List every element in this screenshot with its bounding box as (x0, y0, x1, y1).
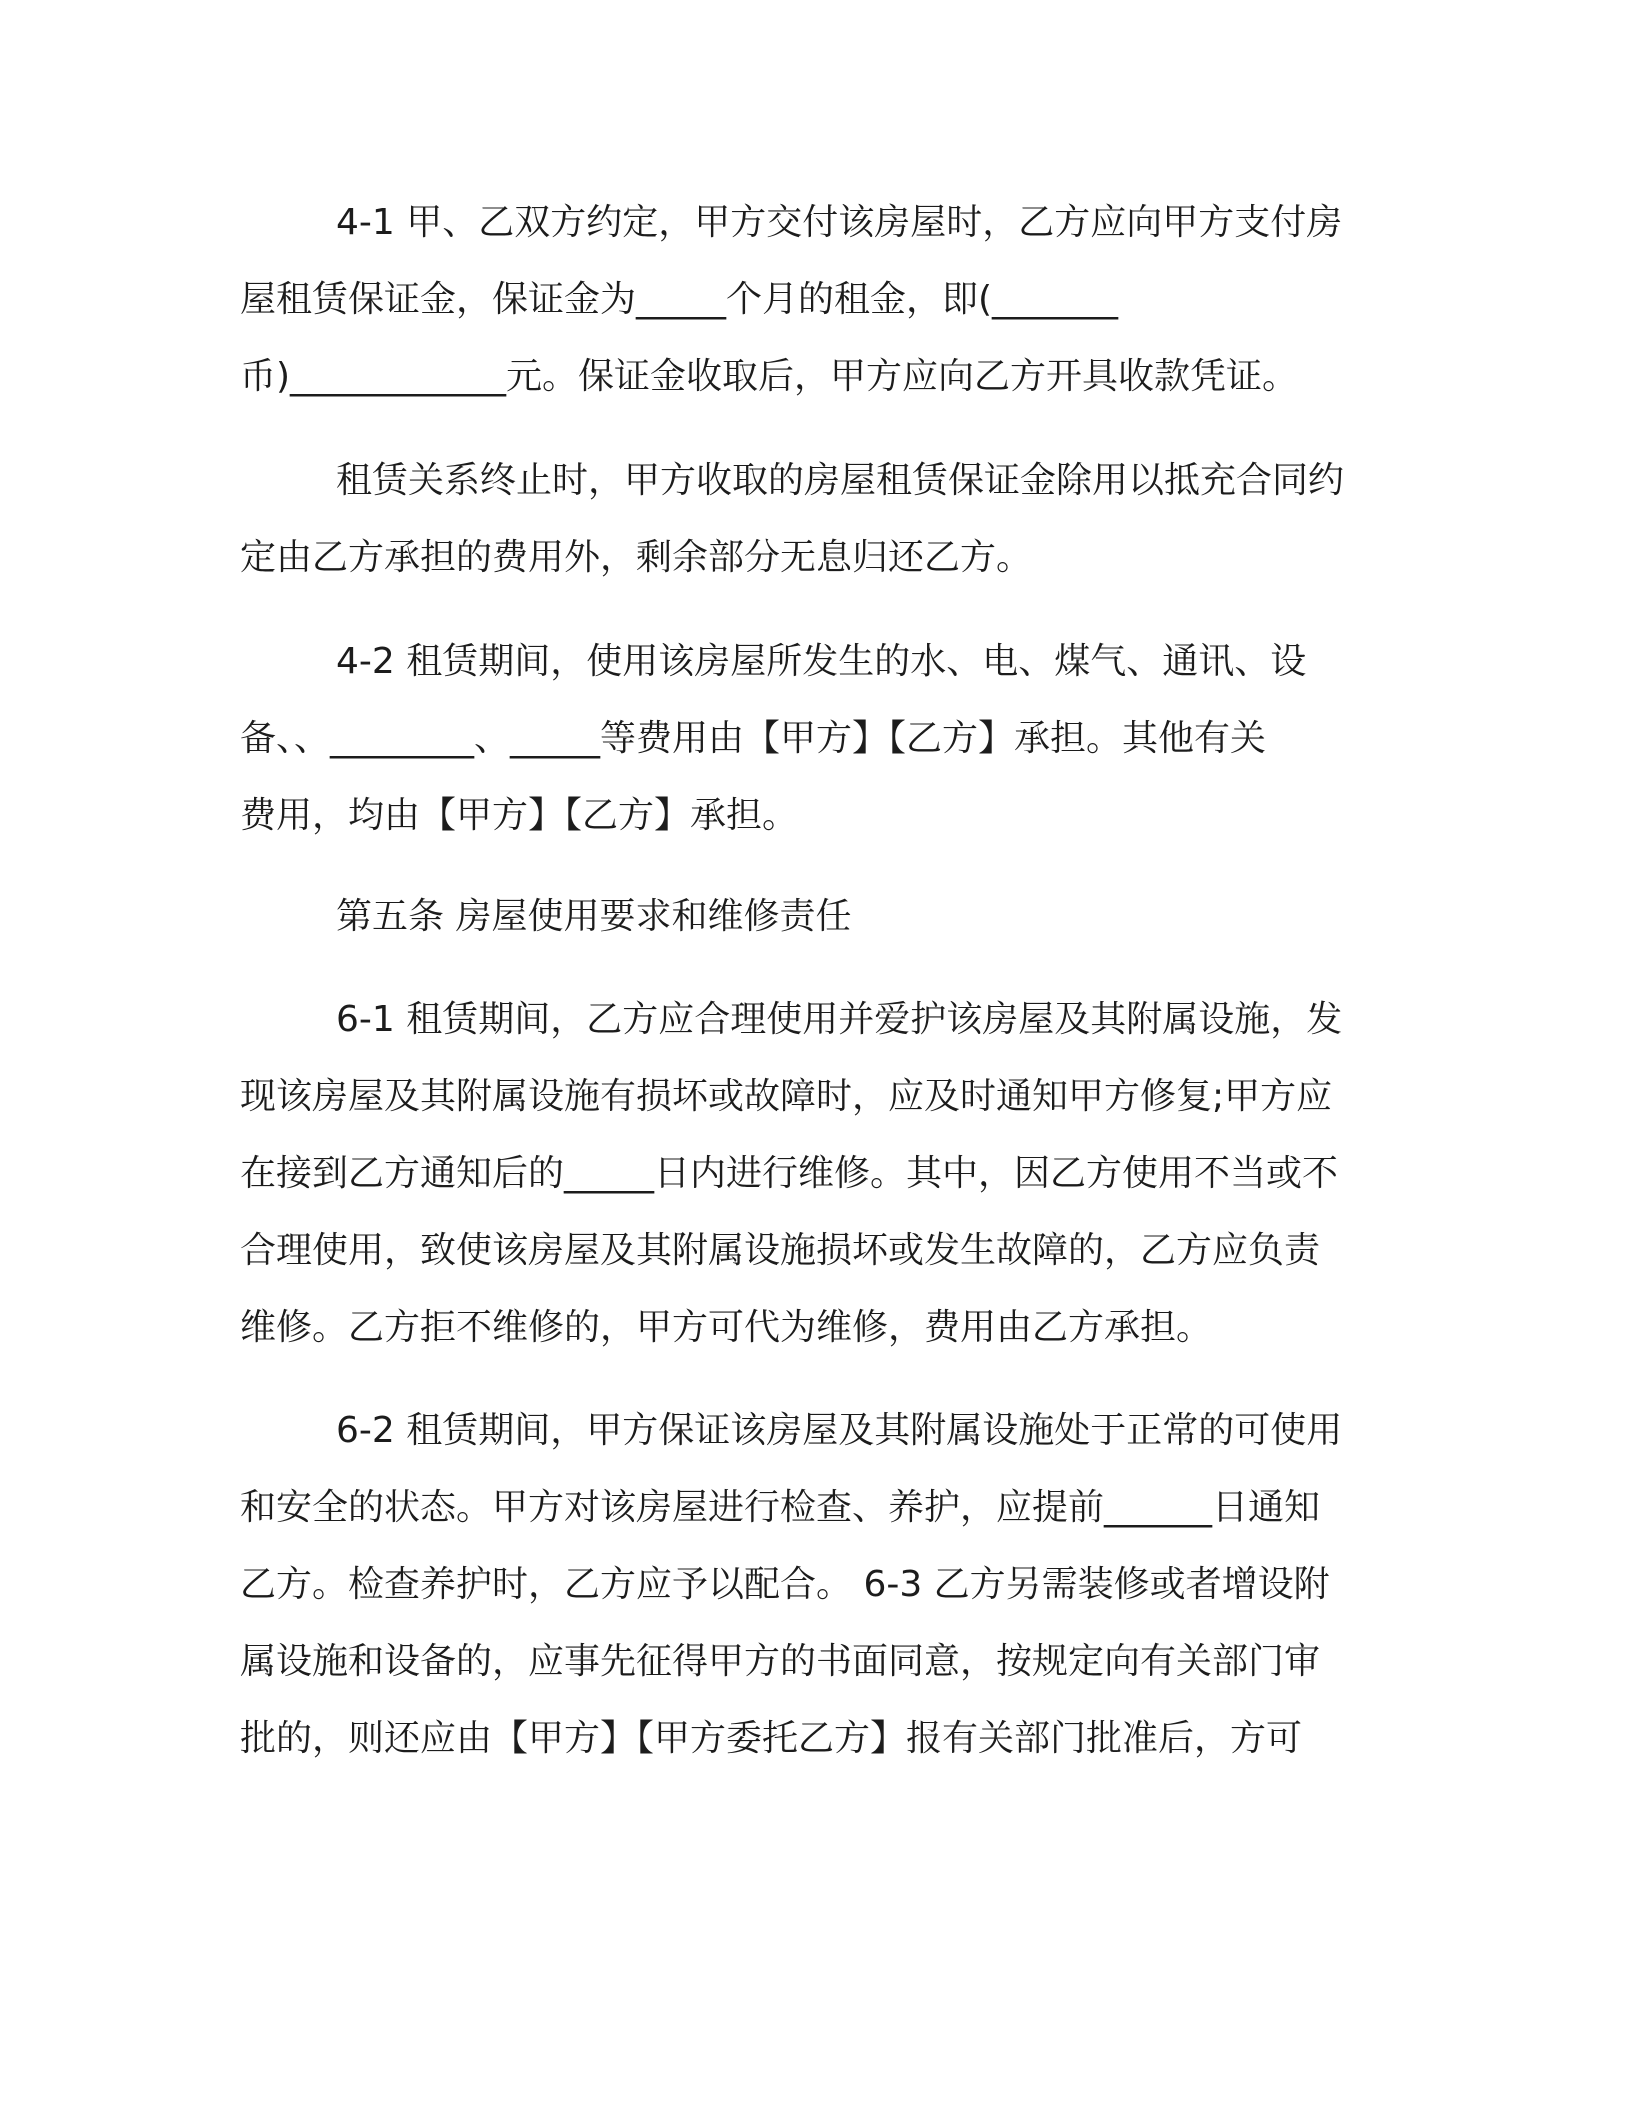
text-line: 定由乙方承担的费用外，剩余部分无息归还乙方。 (240, 537, 1033, 578)
text-line: 备、、________、_____等费用由【甲方】【乙方】承担。其他有关 (240, 718, 1267, 759)
text-line: 4-1 甲、乙双方约定，甲方交付该房屋时，乙方应向甲方支付房 (336, 202, 1343, 243)
text-line: 屋租赁保证金，保证金为_____个月的租金，即(_______ (240, 279, 1119, 320)
text-line: 维修。乙方拒不维修的，甲方可代为维修，费用由乙方承担。 (240, 1307, 1213, 1348)
text-line: 租赁关系终止时，甲方收取的房屋租赁保证金除用以抵充合同约 (336, 460, 1345, 501)
paragraph-6-2 (240, 1392, 1400, 1777)
text-line: 第五条 房屋使用要求和维修责任 (336, 896, 852, 937)
text-line: 和安全的状态。甲方对该房屋进行检查、养护，应提前______日通知 (240, 1487, 1321, 1528)
article-5-heading (240, 878, 1400, 955)
text-line: 合理使用，致使该房屋及其附属设施损坏或发生故障的，乙方应负责 (240, 1230, 1321, 1271)
paragraph-4-1 (240, 184, 1400, 415)
text-line: 现该房屋及其附属设施有损坏或故障时，应及时通知甲方修复;甲方应 (240, 1076, 1333, 1117)
text-line: 币)____________元。保证金收取后，甲方应向乙方开具收款凭证。 (240, 356, 1299, 397)
text-line: 批的，则还应由【甲方】【甲方委托乙方】报有关部门批准后，方可 (240, 1718, 1303, 1759)
document-body (240, 184, 1400, 1777)
text-line: 在接到乙方通知后的_____日内进行维修。其中，因乙方使用不当或不 (240, 1153, 1339, 1194)
text-line: 属设施和设备的，应事先征得甲方的书面同意，按规定向有关部门审 (240, 1641, 1321, 1682)
paragraph-4-2 (240, 623, 1400, 854)
text-line: 6-1 租赁期间，乙方应合理使用并爱护该房屋及其附属设施，发 (336, 999, 1343, 1040)
paragraph-termination (240, 442, 1400, 596)
text-line: 乙方。检查养护时，乙方应予以配合。 6-3 乙方另需装修或者增设附 (240, 1564, 1330, 1605)
text-line: 4-2 租赁期间，使用该房屋所发生的水、电、煤气、通讯、设 (336, 641, 1307, 682)
paragraph-6-1 (240, 981, 1400, 1366)
text-line: 费用，均由【甲方】【乙方】承担。 (240, 795, 799, 836)
text-line: 6-2 租赁期间，甲方保证该房屋及其附属设施处于正常的可使用 (336, 1410, 1343, 1451)
